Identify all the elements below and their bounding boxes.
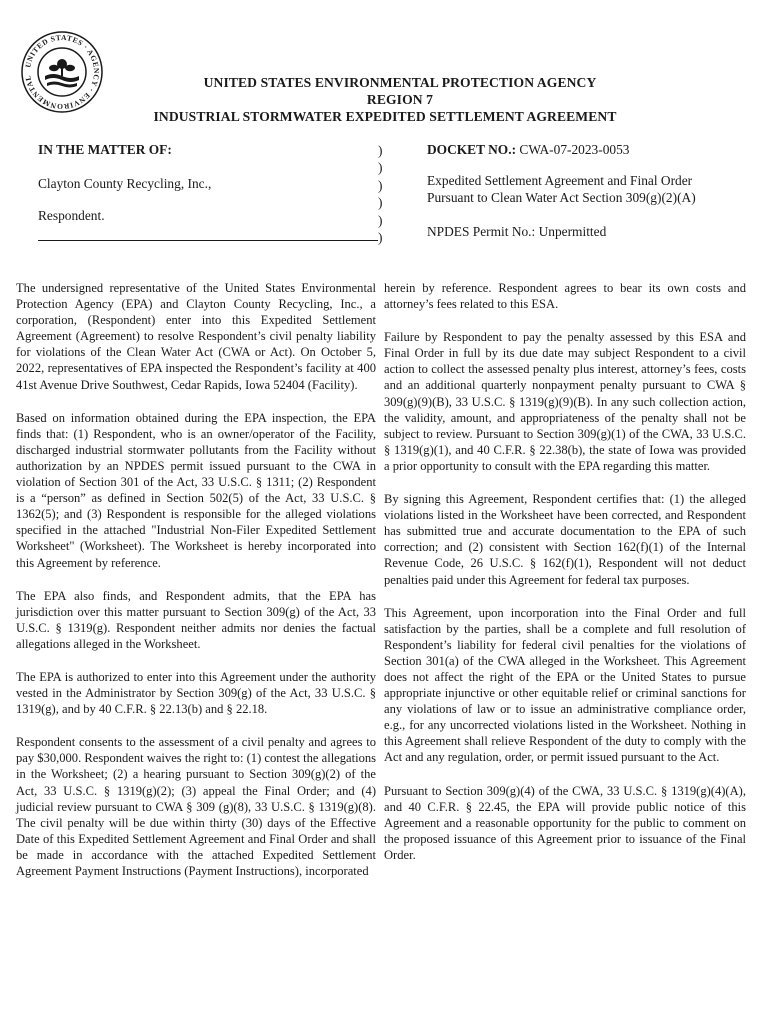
paragraph: Respondent consents to the assessment of a civil penalty and agrees to pay $30,000. Respondent waives the right to: (1) contest the allegations in the Worksheet; (2) a hearing pursuant to Section 309(g)(2) of the Act, 33 U.S.C. § 1319(g)(2); (3) appeal the Final Order; and (4) judicial review pursuant to CWA § 309 (g)(8), 33 U.S.C. § 1319(g)(8). The civil penalty will be due within thirty (30) days of the Effective Date of this Expedited Settlement Agreement and Final Order and shall be made in accordance with the attached Expedited Settlement Agreement Payment Instructions (Payment Instructions), incorporated <box>16 735 376 878</box>
paren: ) <box>378 230 383 246</box>
paragraph: By signing this Agreement, Respondent certifies that: (1) the alleged violations listed in the Worksheet have been corrected, and Respondent has submitted true and accurate documentation to the EPA of such correction; and (2) consistent with Section 162(f)(1) of the Internal Revenue Code, 26 U.S.C. § 162(f)(1), Respondent will not deduct penalties paid under this Agreement for federal tax purposes. <box>384 492 746 587</box>
paragraph: Based on information obtained during the EPA inspection, the EPA finds that: (1) Respondent, who is an owner/operator of the Facility, discharged industrial stormwater pollutants from the Facility without authorization by an NPDES permit issued pursuant to the CWA in violation of Section 301 of the Act, 33 U.S.C. § 1311; (2) Respondent is a “person” as defined in Section 502(5) of the Act, 33 U.S.C. § 1362(5); and (3) Respondent is responsible for the alleged violations specified in the attached "Industrial Non-Filer Expedited Settlement Worksheet" (Worksheet). The Worksheet is hereby incorporated into this Agreement by reference. <box>16 410 376 570</box>
paren: ) <box>378 160 383 176</box>
paragraph: herein by reference. Respondent agrees to bear its own costs and attorney’s fees related to this ESA. <box>384 281 746 312</box>
paragraph: The EPA also finds, and Respondent admits, that the EPA has jurisdiction over this matter pursuant to Section 309(g) of the Act, 33 U.S.C. § 1319(g). Respondent neither admits nor denies the factual allegations alleged in the Worksheet. <box>16 588 376 651</box>
paren: ) <box>378 177 383 193</box>
svg-text:UNITED STATES · AGENCY · ENVIR: UNITED STATES · AGENCY · ENVIRONMENTAL <box>23 32 102 112</box>
caption-divider <box>38 240 378 241</box>
document-header <box>0 74 770 125</box>
respondent-label: Respondent. <box>38 208 105 223</box>
paren: ) <box>378 143 383 158</box>
paren: ) <box>378 195 383 211</box>
docket-number: CWA-07-2023-0053 <box>519 142 630 157</box>
region-label: REGION 7 <box>366 92 434 107</box>
paragraph: The EPA is authorized to enter into this Agreement under the authority vested in the Administrator by Section 309(g) of the Act, 33 U.S.C. § 1319(g), and by 40 C.F.R. § 22.13(b) and § 22.18. <box>16 669 376 717</box>
paragraph: The undersigned representative of the United States Environmental Protection Agency (EPA) and Clayton County Recycling, Inc., a corporation, (Respondent) enter into this Expedited Settlement Agreement (Agreement) to resolve Respondent’s civil penalty liability for violations of the Clean Water Act (CWA or Act). On October 5, 2022, representatives of EPA inspected the Respondent’s facility at 400 41st Avenue Drive Southwest, Cedar Rapids, Iowa 52404 (Facility). <box>16 281 376 392</box>
paragraph: This Agreement, upon incorporation into the Final Order and full satisfaction by the parties, shall be a complete and full resolution of Respondent’s liability for federal civil penalties for the violations of Section 301(a) of the CWA alleged in the Worksheet. This Agreement does not affect the right of the EPA or the United States to pursue appropriate injunctive or other equitable relief or criminal sanctions for any violations of law or to issue an administrative compliance order, e.g., for any uncorrected violations listed in the Worksheet. Nothing in this Agreement shall relieve Respondent of the duty to comply with the Act and any regulation, order, or permit issued pursuant to the Act. <box>384 605 746 765</box>
caption-parentheses <box>378 142 382 246</box>
paragraph: Pursuant to Section 309(g)(4) of the CWA, 33 U.S.C. § 1319(g)(4)(A), and 40 C.F.R. § 22.45, the EPA will provide public notice of this Agreement and a reasonable opportunity for the public to comment on the proposed issuance of this Agreement prior to issuance of the Final Order. <box>384 783 746 862</box>
esa-title <box>427 172 696 206</box>
body-column-left <box>16 280 376 896</box>
docket-line <box>427 142 630 158</box>
paragraph: Failure by Respondent to pay the penalty assessed by this ESA and Final Order in full by its due date may subject Respondent to a civil action to collect the assessed penalty plus interest, attorney’s fees, costs and an additional quarterly nonpayment penalty pursuant to CWA § 309(g)(9)(B), 33 U.S.C. § 1319(g)(9)(B). In any such collection action, the validity, amount, and appropriateness of the penalty shall not be subject to review. Pursuant to Section 309(g)(1) of the CWA, 33 U.S.C. § 1319(g)(1), and 40 C.F.R. § 22.38(b), the state of Iowa was provided a prior opportunity to consult with the EPA regarding this matter. <box>384 330 746 473</box>
respondent-name: Clayton County Recycling, Inc., <box>38 176 212 191</box>
body-column-right <box>384 280 746 880</box>
agency-name: UNITED STATES ENVIRONMENTAL PROTECTION AGENCY <box>203 75 597 90</box>
esa-title-line-1: Expedited Settlement Agreement and Final Order <box>427 173 693 188</box>
npdes-permit: NPDES Permit No.: Unpermitted <box>427 224 607 239</box>
esa-title-line-2: Pursuant to Clean Water Act Section 309(g)(2)(A) <box>427 190 696 205</box>
document-title: INDUSTRIAL STORMWATER EXPEDITED SETTLEMENT AGREEMENT <box>153 109 617 124</box>
paren: ) <box>378 212 383 228</box>
docket-label: DOCKET NO.: <box>427 142 517 157</box>
matter-label: IN THE MATTER OF: <box>38 142 172 157</box>
